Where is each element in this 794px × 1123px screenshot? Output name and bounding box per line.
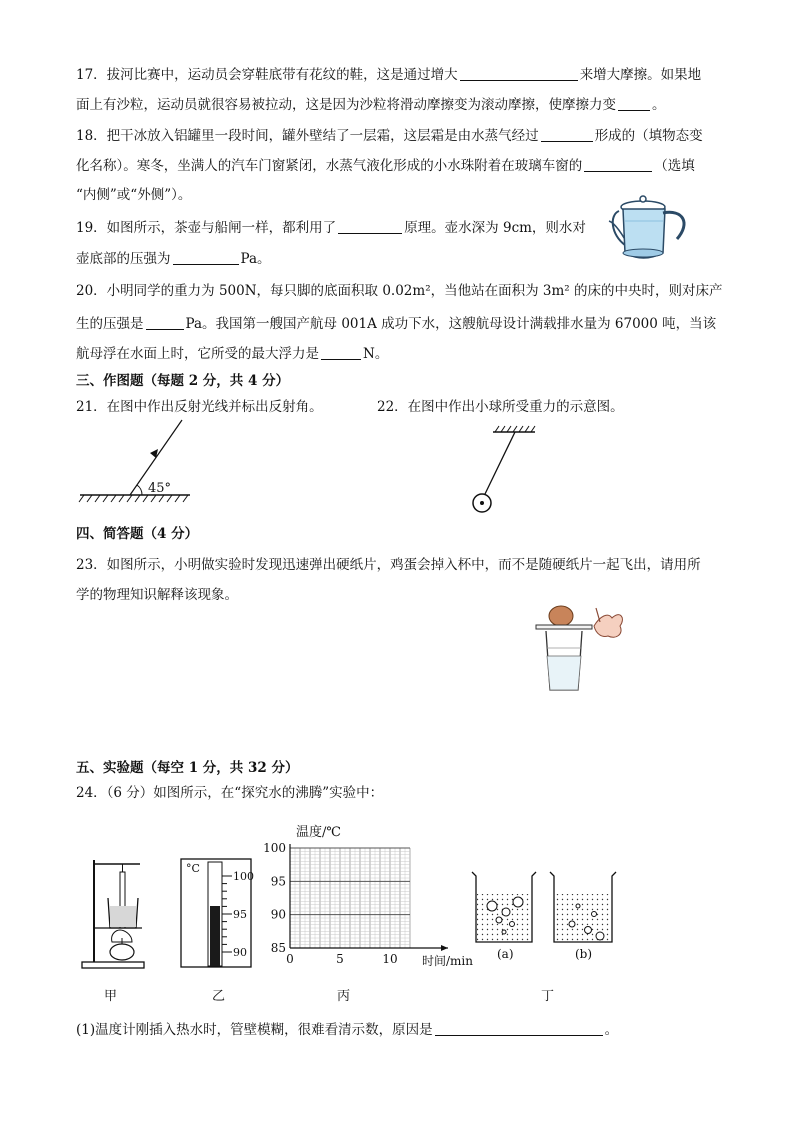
answer-blank[interactable] <box>321 345 361 360</box>
answer-blank[interactable] <box>338 219 402 234</box>
q20-line2 <box>76 315 716 333</box>
figure-label-yi: 乙 <box>212 989 226 1004</box>
answer-blank[interactable] <box>146 315 184 330</box>
q19-text-a: 19．如图所示，茶壶与船闸一样，都利用了 <box>76 220 337 236</box>
y-tick-label: 90 <box>270 907 286 922</box>
temperature-time-chart <box>260 814 473 974</box>
q17-line2 <box>76 96 666 114</box>
q17-text-b: 来增大摩擦。如果地 <box>579 67 702 83</box>
q19-line2 <box>76 250 271 268</box>
y-tick-label: 100 <box>263 841 286 855</box>
q18-text-d: （选填 <box>654 158 695 174</box>
q20-line3 <box>76 345 388 363</box>
q24-sub1-text: (1)温度计刚插入热水时，管壁模糊，很难看清示数，原因是 <box>76 1022 433 1038</box>
beaker-b-label: (b) <box>575 947 593 961</box>
x-axis-label: 时间/min <box>422 954 473 968</box>
q20-text-a: 生的压强是 <box>76 316 144 332</box>
q18-line2 <box>76 157 695 175</box>
section-3-heading: 三、作图题（每题 2 分，共 4 分） <box>76 373 290 389</box>
q20-text-d: N。 <box>363 346 389 362</box>
answer-blank[interactable] <box>541 127 593 142</box>
chart-grid <box>290 848 410 948</box>
q24-sub1-end: 。 <box>604 1022 619 1038</box>
q18-line1 <box>76 127 703 145</box>
figure-label-jia: 甲 <box>104 989 118 1004</box>
beakers-figure <box>466 868 626 948</box>
q17-text-c: 面上有沙粒，运动员就很容易被拉动，这是因为沙粒将滑动摩擦变为滚动摩擦，使摩擦力变 <box>76 97 616 113</box>
q22-text: 22．在图中作出小球所受重力的示意图。 <box>377 399 624 415</box>
answer-blank[interactable] <box>584 157 652 172</box>
x-tick-label: 10 <box>382 952 398 966</box>
q18-text-a: 18．把干冰放入铝罐里一段时间，罐外壁结了一层霜，这层霜是由水蒸气经过 <box>76 128 539 144</box>
q19-text-d: Pa。 <box>240 251 271 267</box>
q17-line1 <box>76 66 701 84</box>
chart-axes <box>290 844 448 951</box>
figure-label-ding: 丁 <box>541 989 555 1004</box>
teapot-figure <box>605 193 705 271</box>
y-tick-label: 85 <box>270 941 286 955</box>
q20-text-b: Pa。我国第一艘国产航母 001A 成功下水，这艘航母设计满载排水量为 67000 吨，当该 <box>185 316 717 332</box>
reflection-figure <box>78 418 198 508</box>
boiling-apparatus-figure <box>80 856 146 972</box>
answer-blank[interactable] <box>173 250 239 265</box>
y-axis-label: 温度/℃ <box>296 825 341 840</box>
answer-blank[interactable] <box>618 96 650 111</box>
x-tick-label: 5 <box>336 952 344 966</box>
section-5-heading: 五、实验题（每空 1 分，共 32 分） <box>76 760 299 776</box>
x-tick-label: 0 <box>286 952 294 966</box>
angle-label: 45° <box>148 481 172 496</box>
pendulum-figure <box>465 424 545 520</box>
figure-label-bing: 丙 <box>337 989 351 1004</box>
q24-sub1 <box>76 1021 618 1039</box>
q19-text-c: 壶底部的压强为 <box>76 251 171 267</box>
q19-text-b: 原理。壶水深为 9cm，则水对 <box>404 220 586 236</box>
q18-text-c: 化名称）。寒冬，坐满人的汽车门窗紧闭，水蒸气液化形成的小水珠附着在玻璃车窗的 <box>76 158 583 174</box>
beaker-a-label: (a) <box>497 947 514 961</box>
q21-text: 21．在图中作出反射光线并标出反射角。 <box>76 399 323 415</box>
answer-blank[interactable] <box>435 1021 603 1036</box>
q17-text-d: 。 <box>652 97 666 113</box>
q23-line1: 23．如图所示，小明做实验时发现迅速弹出硬纸片，鸡蛋会掉入杯中，而不是随硬纸片一起飞出，请用所 <box>76 557 701 573</box>
section-4-heading: 四、简答题（4 分） <box>76 526 199 542</box>
q23-line2: 学的物理知识解释该现象。 <box>76 587 238 603</box>
x-axis-arrow <box>441 945 448 951</box>
egg-inertia-figure <box>530 604 630 696</box>
q18-line3: “内侧”或“外侧”）。 <box>76 187 192 203</box>
thermometer-tick-95: 95 <box>233 908 247 921</box>
y-tick-label: 95 <box>270 874 286 889</box>
thermometer-unit: °C <box>186 862 200 875</box>
q20-line1: 20．小明同学的重力为 500N，每只脚的底面积取 0.02m²，当他站在面积为 3m² 的床的中央时，则对床产 <box>76 283 723 299</box>
q24-intro: 24．（6 分）如图所示，在“探究水的沸腾”实验中： <box>76 785 384 801</box>
q17-text-a: 17．拔河比赛中，运动员会穿鞋底带有花纹的鞋，这是通过增大 <box>76 67 458 83</box>
q20-text-c: 航母浮在水面上时，它所受的最大浮力是 <box>76 346 319 362</box>
q18-text-b: 形成的（填物态变 <box>594 128 703 144</box>
answer-blank[interactable] <box>460 66 578 81</box>
thermometer-tick-90: 90 <box>233 946 247 959</box>
q19-line1 <box>76 219 586 237</box>
thermometer-tick-100: 100 <box>233 870 254 883</box>
